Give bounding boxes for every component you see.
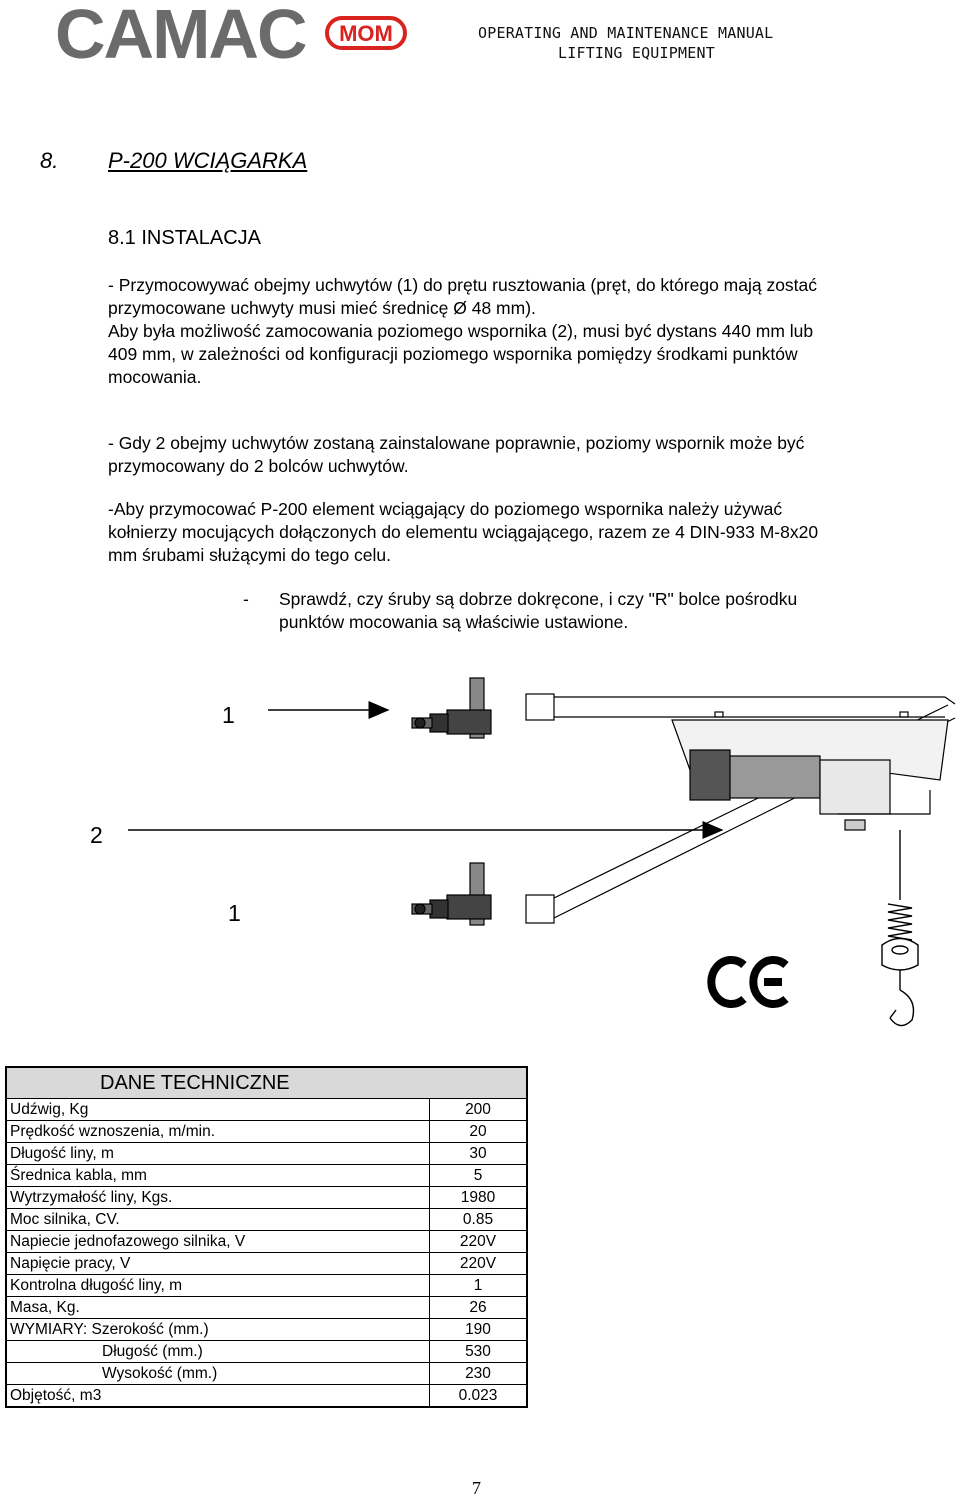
figure-label-clamp-bottom: 1 (228, 900, 241, 926)
table-row (6, 1297, 527, 1319)
table-row (6, 1253, 527, 1275)
paragraph-installation (108, 274, 918, 389)
subsection-title: 8.1 INSTALACJA (108, 227, 262, 249)
row-label: Moc silnika, CV. (6, 1209, 430, 1231)
text-line: - Przymocowywać obejmy uchwytów (1) do prętu rusztowania (pręt, do którego mają zostać (108, 275, 818, 295)
row-label: WYMIARY: Szerokość (mm.) (6, 1319, 430, 1341)
hoist-body-icon (672, 720, 948, 830)
row-value: 1980 (430, 1187, 528, 1209)
text-line: punktów mocowania są właściwie ustawione. (279, 612, 629, 632)
paragraph-check (243, 588, 923, 634)
table-row (6, 1319, 527, 1341)
row-value: 26 (430, 1297, 528, 1319)
row-label: Długość liny, m (6, 1143, 430, 1165)
section-number: 8. (40, 148, 59, 173)
table-row (6, 1187, 527, 1209)
table-row (6, 1165, 527, 1187)
ce-mark-icon (711, 960, 786, 1004)
svg-text:CAMAC: CAMAC (55, 2, 306, 64)
row-value: 220V (430, 1231, 528, 1253)
row-value: 190 (430, 1319, 528, 1341)
svg-text:MOM: MOM (339, 21, 393, 46)
row-value: 0.85 (430, 1209, 528, 1231)
table-row (6, 1275, 527, 1297)
text-line: Aby była możliwość zamocowania poziomego wspornika (2), musi być dystans 440 mm lub (108, 321, 814, 341)
section-title-text: P-200 WCIĄGARKA (108, 148, 308, 173)
row-label: Masa, Kg. (6, 1297, 430, 1319)
table-row (6, 1341, 527, 1363)
figure-label-bracket: 2 (90, 822, 103, 848)
table-row (6, 1099, 527, 1121)
row-label: Kontrolna długość liny, m (6, 1275, 430, 1297)
section-title (40, 148, 307, 174)
paragraph-clamps (108, 432, 918, 478)
clamp-bottom-icon (412, 863, 491, 925)
text-line: - Gdy 2 obejmy uchwytów zostaną zainstalowane poprawnie, poziomy wspornik może być (108, 433, 805, 453)
text-line: -Aby przymocować P-200 element wciągający do poziomego wspornika należy używać (108, 499, 783, 519)
text-line: 409 mm, w zależności od konfiguracji poziomego wspornika pomiędzy środkami punktów (108, 344, 798, 364)
text-line: przymocowane uchwyty musi mieć średnicę Ø 48 mm). (108, 298, 536, 318)
text-line: przymocowany do 2 bolców uchwytów. (108, 456, 409, 476)
text-line: mm śrubami służącymi do tego celu. (108, 545, 392, 565)
row-label: Długość (mm.) (6, 1341, 430, 1363)
table-row (6, 1231, 527, 1253)
mom-badge-icon (327, 18, 405, 48)
header-line-2: LIFTING EQUIPMENT (558, 44, 715, 62)
hoist-installation-diagram (0, 660, 960, 1050)
paragraph-mounting (108, 498, 918, 567)
text-line: Sprawdź, czy śruby są dobrze dokręcone, i czy "R" bolce pośrodku (279, 589, 798, 609)
page-number: 7 (472, 1478, 481, 1498)
table-row (6, 1363, 527, 1385)
row-label: Prędkość wznoszenia, m/min. (6, 1121, 430, 1143)
table-row (6, 1385, 527, 1408)
camac-logo (55, 2, 425, 64)
row-value: 5 (430, 1165, 528, 1187)
horizontal-bracket-icon (526, 694, 955, 720)
row-label: Objętość, m3 (6, 1385, 430, 1408)
clamp-top-icon (412, 678, 491, 738)
header-line-1: OPERATING AND MAINTENANCE MANUAL (478, 24, 774, 42)
row-label: Napiecie jednofazowego silnika, V (6, 1231, 430, 1253)
text-line: kołnierzy mocujących dołączonych do elementu wciągającego, razem ze 4 DIN-933 M-8x20 (108, 522, 819, 542)
row-label: Średnica kabla, mm (6, 1165, 430, 1187)
row-value: 230 (430, 1363, 528, 1385)
technical-data-table (5, 1066, 528, 1408)
row-value: 30 (430, 1143, 528, 1165)
row-label: Udźwig, Kg (6, 1099, 430, 1121)
bullet-dash: - (243, 589, 249, 609)
table-row (6, 1121, 527, 1143)
row-value: 200 (430, 1099, 528, 1121)
table-title: DANE TECHNICZNE (6, 1067, 527, 1099)
row-value: 220V (430, 1253, 528, 1275)
row-value: 20 (430, 1121, 528, 1143)
text-line: mocowania. (108, 367, 202, 387)
row-label: Wysokość (mm.) (6, 1363, 430, 1385)
row-label: Wytrzymałość liny, Kgs. (6, 1187, 430, 1209)
row-value: 530 (430, 1341, 528, 1363)
hook-icon (882, 830, 918, 1026)
row-label: Napięcie pracy, V (6, 1253, 430, 1275)
table-row (6, 1143, 527, 1165)
table-row (6, 1209, 527, 1231)
row-value: 1 (430, 1275, 528, 1297)
figure-label-clamp-top: 1 (222, 702, 235, 728)
row-value: 0.023 (430, 1385, 528, 1408)
